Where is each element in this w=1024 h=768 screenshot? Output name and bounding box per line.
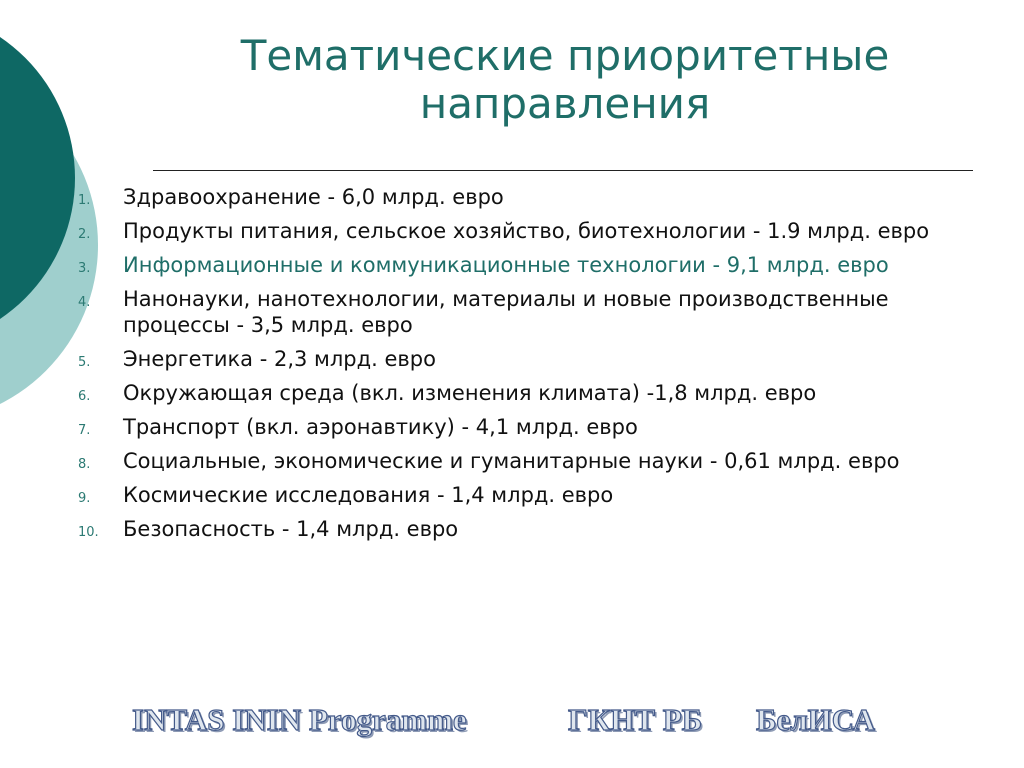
list-item-number: 4. (78, 295, 91, 310)
list-item-text: Продукты питания, сельское хозяйство, биотехнологии - 1.9 млрд. евро (123, 219, 930, 243)
list-item-text: Здравоохранение - 6,0 млрд. евро (123, 185, 504, 209)
list-item-number: 5. (78, 355, 91, 370)
list-item-text: Нанонауки, нанотехнологии, материалы и новые производственные процессы - 3,5 млрд. евро (123, 287, 889, 337)
list-item-text: Безопасность - 1,4 млрд. евро (123, 517, 459, 541)
list-item-number: 2. (78, 227, 91, 242)
list-item (78, 448, 948, 474)
list-item-text: Социальные, экономические и гуманитарные науки - 0,61 млрд. евро (123, 449, 900, 473)
list-item-highlighted (78, 252, 948, 278)
title-divider (153, 170, 973, 171)
list-item-text: Космические исследования - 1,4 млрд. евро (123, 483, 614, 507)
title-line-2: направления (419, 79, 711, 128)
list-item (78, 286, 948, 338)
list-item (78, 218, 948, 244)
list-item (78, 482, 948, 508)
list-item-number: 7. (78, 423, 91, 438)
title-line-1: Тематические приоритетные (240, 31, 890, 80)
list-item-text: Информационные и коммуникационные технологии - 9,1 млрд. евро (123, 253, 889, 277)
footer-intas: INTAS ININ Programme (132, 702, 467, 737)
list-item (78, 346, 948, 372)
list-item-number: 3. (78, 261, 91, 276)
slide-title (160, 32, 970, 128)
list-item-number: 6. (78, 389, 91, 404)
footer-gknt: ГКНТ РБ (568, 702, 703, 737)
list-item-number: 8. (78, 457, 91, 472)
priority-list (78, 184, 948, 550)
list-item-text: Энергетика - 2,3 млрд. евро (123, 347, 436, 371)
list-item (78, 516, 948, 542)
list-item-number: 1. (78, 193, 91, 208)
list-item (78, 414, 948, 440)
list-item-text: Окружающая среда (вкл. изменения климата) -1,8 млрд. евро (123, 381, 817, 405)
list-item (78, 380, 948, 406)
list-item-number: 9. (78, 491, 91, 506)
footer-belisa: БелИСА (756, 702, 875, 737)
list-item (78, 184, 948, 210)
list-item-number: 10. (78, 525, 99, 540)
list-item-text: Транспорт (вкл. аэронавтику) - 4,1 млрд. евро (123, 415, 638, 439)
